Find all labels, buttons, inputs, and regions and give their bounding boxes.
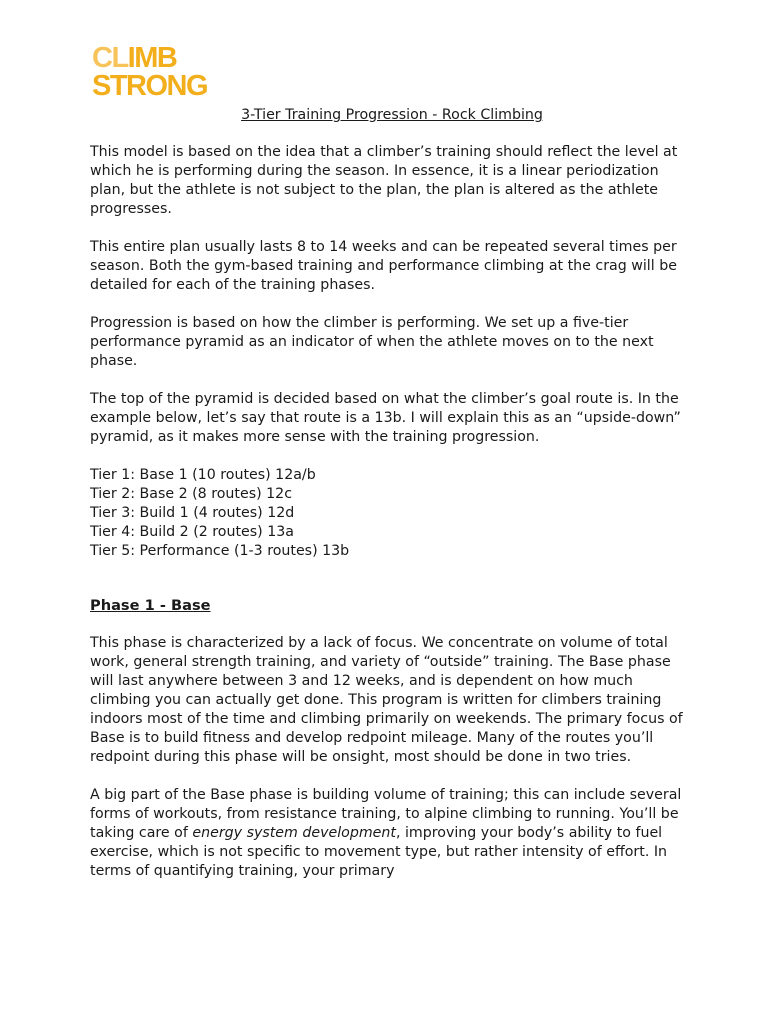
phase-1-paragraph-2-start: A big part of the Base phase is building volume of training; this can include several forms of workouts, from resistance training, to alpine climbing to running. You’ll be taking care of: [90, 787, 682, 841]
intro-paragraph-3: Progression is based on how the climber is performing. We set up a five-tier performance pyramid as an indicator of when the athlete moves on to the next phase.: [90, 315, 654, 369]
tier-item-5: Tier 5: Performance (1-3 routes) 13b: [90, 543, 350, 559]
intro-paragraph-4: The top of the pyramid is decided based on what the climber’s goal route is. In the example below, let’s say that route is a 13b. I will explain this as an “upside-down” pyramid, as it makes more sense with the training progression.: [90, 391, 681, 445]
phase-1-paragraph-2-end: , improving your body’s ability to fuel exercise, which is not specific to movement type, but rather intensity of effort. In terms of quantifying training, your primary: [90, 825, 668, 879]
phase-1-paragraph-1: This phase is characterized by a lack of focus. We concentrate on volume of total work, general strength training, and variety of “outside” training. The Base phase will last anywhere between 3 and 12 weeks, and is dependent on how much climbing you can actually get done. This program is written for climbers training indoors most of the time and climbing primarily on weekends. The primary focus of Base is to build fitness and develop redpoint mileage. Many of the routes you’ll redpoint during this phase will be onsight, most should be done in two tries.: [90, 635, 683, 765]
tier-item-2: Tier 2: Base 2 (8 routes) 12c: [90, 486, 292, 502]
tier-list: [90, 466, 690, 561]
logo-line-2: STRONG: [92, 70, 208, 102]
tier-item-3: Tier 3: Build 1 (4 routes) 12d: [90, 505, 295, 521]
logo-text-imb: IMB: [127, 42, 177, 74]
phase-1-paragraph-2: [90, 786, 690, 881]
tier-item-4: Tier 4: Build 2 (2 routes) 13a: [90, 524, 294, 540]
document-body: [90, 106, 690, 900]
intro-paragraph-1: This model is based on the idea that a climber’s training should reflect the level at which he is performing during the season. In essence, it is a linear periodization plan, but the athlete is not subject to the plan, the plan is altered as the athlete progresses.: [90, 144, 678, 217]
logo-text-cl: CL: [92, 42, 128, 74]
tier-item-1: Tier 1: Base 1 (10 routes) 12a/b: [90, 467, 316, 483]
intro-paragraph-2: This entire plan usually lasts 8 to 14 weeks and can be repeated several times per season. Both the gym-based training and performance climbing at the crag will be detailed for each of the training phases.: [90, 239, 677, 293]
energy-system-emphasis: energy system development: [192, 825, 396, 841]
phase-1-heading: Phase 1 - Base: [90, 597, 211, 614]
page-title: 3-Tier Training Progression - Rock Climbing: [241, 107, 543, 123]
climb-strong-logo: [92, 44, 207, 100]
logo-line-1: [92, 44, 207, 72]
